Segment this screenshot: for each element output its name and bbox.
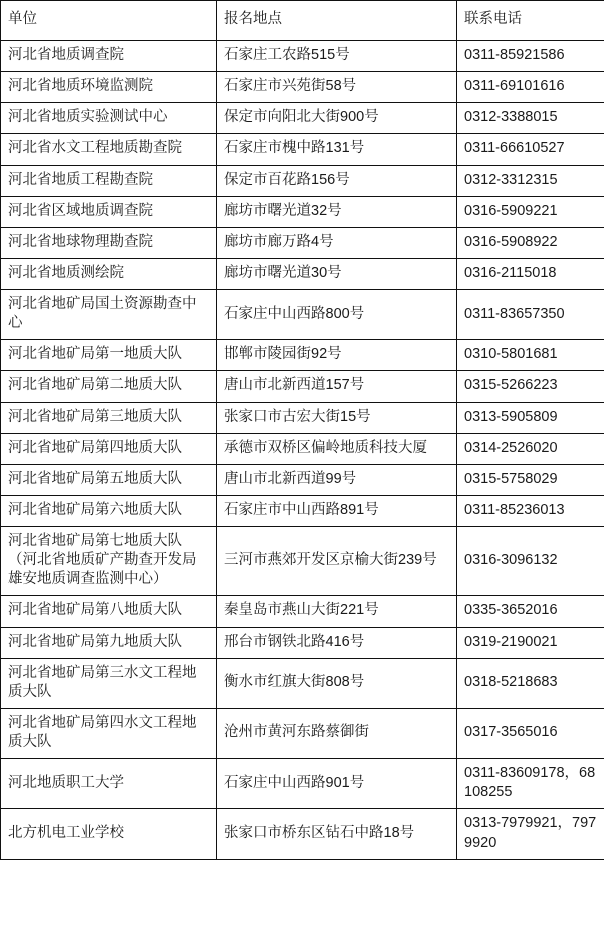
cell-phone: 0335-3652016 (457, 596, 604, 627)
cell-location: 保定市百花路156号 (217, 165, 457, 196)
cell-unit: 河北省地质调查院 (1, 41, 217, 72)
cell-unit: 河北省地矿局第七地质大队（河北省地质矿产勘查开发局雄安地质调查监测中心） (1, 527, 217, 596)
cell-unit: 河北省地矿局第一地质大队 (1, 340, 217, 371)
cell-unit: 河北省地矿局第五地质大队 (1, 464, 217, 495)
cell-unit: 河北省地质工程勘查院 (1, 165, 217, 196)
table-row (1, 464, 604, 495)
cell-location: 唐山市北新西道157号 (217, 371, 457, 402)
cell-unit: 河北省地矿局第二地质大队 (1, 371, 217, 402)
table-body (1, 41, 604, 860)
table-row (1, 227, 604, 258)
cell-phone: 0317-3565016 (457, 708, 604, 758)
table-row (1, 165, 604, 196)
cell-location: 廊坊市曙光道30号 (217, 258, 457, 289)
cell-location: 石家庄市中山西路891号 (217, 495, 457, 526)
cell-phone: 0311-85921586 (457, 41, 604, 72)
cell-location: 承德市双桥区偏岭地质科技大厦 (217, 433, 457, 464)
table-row (1, 371, 604, 402)
cell-unit: 河北省地矿局第三地质大队 (1, 402, 217, 433)
table-row (1, 527, 604, 596)
table-row (1, 290, 604, 340)
table-row (1, 433, 604, 464)
table-header (1, 1, 604, 41)
cell-location: 邯郸市陵园街92号 (217, 340, 457, 371)
cell-phone: 0318-5218683 (457, 658, 604, 708)
cell-unit: 河北省地矿局国土资源勘查中心 (1, 290, 217, 340)
cell-location: 石家庄工农路515号 (217, 41, 457, 72)
cell-phone: 0311-69101616 (457, 72, 604, 103)
cell-location: 张家口市古宏大街15号 (217, 402, 457, 433)
cell-location: 沧州市黄河东路蔡御街 (217, 708, 457, 758)
column-header-unit-text: 单位 (8, 11, 37, 28)
cell-unit: 河北省地矿局第四水文工程地质大队 (1, 708, 217, 758)
cell-phone: 0315-5266223 (457, 371, 604, 402)
table-row (1, 72, 604, 103)
cell-phone: 0312-3388015 (457, 103, 604, 134)
cell-unit: 河北省地矿局第八地质大队 (1, 596, 217, 627)
cell-phone: 0310-5801681 (457, 340, 604, 371)
cell-unit: 河北省地质测绘院 (1, 258, 217, 289)
table-row (1, 41, 604, 72)
cell-unit: 河北省地矿局第三水文工程地质大队 (1, 658, 217, 708)
cell-phone: 0311-85236013 (457, 495, 604, 526)
cell-location: 石家庄市兴苑街58号 (217, 72, 457, 103)
column-header-location-text: 报名地点 (224, 11, 282, 28)
table-header-row (1, 1, 604, 41)
cell-location: 张家口市桥东区钻石中路18号 (217, 809, 457, 859)
cell-unit: 河北省地球物理勘查院 (1, 227, 217, 258)
cell-phone: 0313-5905809 (457, 402, 604, 433)
cell-location: 石家庄市槐中路131号 (217, 134, 457, 165)
cell-unit: 河北省水文工程地质勘查院 (1, 134, 217, 165)
cell-location: 石家庄中山西路800号 (217, 290, 457, 340)
table-row (1, 402, 604, 433)
cell-location: 衡水市红旗大街808号 (217, 658, 457, 708)
cell-phone: 0313-7979921，7979920 (457, 809, 604, 859)
cell-unit: 河北省地矿局第六地质大队 (1, 495, 217, 526)
cell-phone: 0314-2526020 (457, 433, 604, 464)
cell-location: 三河市燕郊开发区京榆大街239号 (217, 527, 457, 596)
cell-location: 石家庄中山西路901号 (217, 759, 457, 809)
cell-phone: 0316-3096132 (457, 527, 604, 596)
cell-phone: 0316-5908922 (457, 227, 604, 258)
cell-location: 秦皇岛市燕山大街221号 (217, 596, 457, 627)
cell-location: 廊坊市曙光道32号 (217, 196, 457, 227)
cell-location: 廊坊市廊万路4号 (217, 227, 457, 258)
column-header-phone (457, 1, 604, 41)
table-row (1, 627, 604, 658)
cell-location: 保定市向阳北大街900号 (217, 103, 457, 134)
cell-unit: 河北省区域地质调查院 (1, 196, 217, 227)
cell-phone: 0319-2190021 (457, 627, 604, 658)
table-row (1, 759, 604, 809)
cell-unit: 河北省地质环境监测院 (1, 72, 217, 103)
column-header-phone-text: 联系电话 (464, 11, 522, 28)
table-row (1, 809, 604, 859)
table-row (1, 658, 604, 708)
cell-phone: 0315-5758029 (457, 464, 604, 495)
table-row (1, 596, 604, 627)
cell-unit: 河北省地矿局第九地质大队 (1, 627, 217, 658)
cell-phone: 0311-83609178，68108255 (457, 759, 604, 809)
cell-phone: 0311-66610527 (457, 134, 604, 165)
table-row (1, 495, 604, 526)
column-header-unit (1, 1, 217, 41)
table-row (1, 340, 604, 371)
cell-location: 邢台市钢铁北路416号 (217, 627, 457, 658)
table-row (1, 103, 604, 134)
cell-location: 唐山市北新西道99号 (217, 464, 457, 495)
table-row (1, 258, 604, 289)
cell-unit: 河北地质职工大学 (1, 759, 217, 809)
cell-unit: 河北省地质实验测试中心 (1, 103, 217, 134)
table-row (1, 134, 604, 165)
cell-phone: 0316-2115018 (457, 258, 604, 289)
cell-phone: 0316-5909221 (457, 196, 604, 227)
column-header-location (217, 1, 457, 41)
table-row (1, 708, 604, 758)
cell-unit: 河北省地矿局第四地质大队 (1, 433, 217, 464)
cell-unit: 北方机电工业学校 (1, 809, 217, 859)
table-row (1, 196, 604, 227)
cell-phone: 0311-83657350 (457, 290, 604, 340)
cell-phone: 0312-3312315 (457, 165, 604, 196)
